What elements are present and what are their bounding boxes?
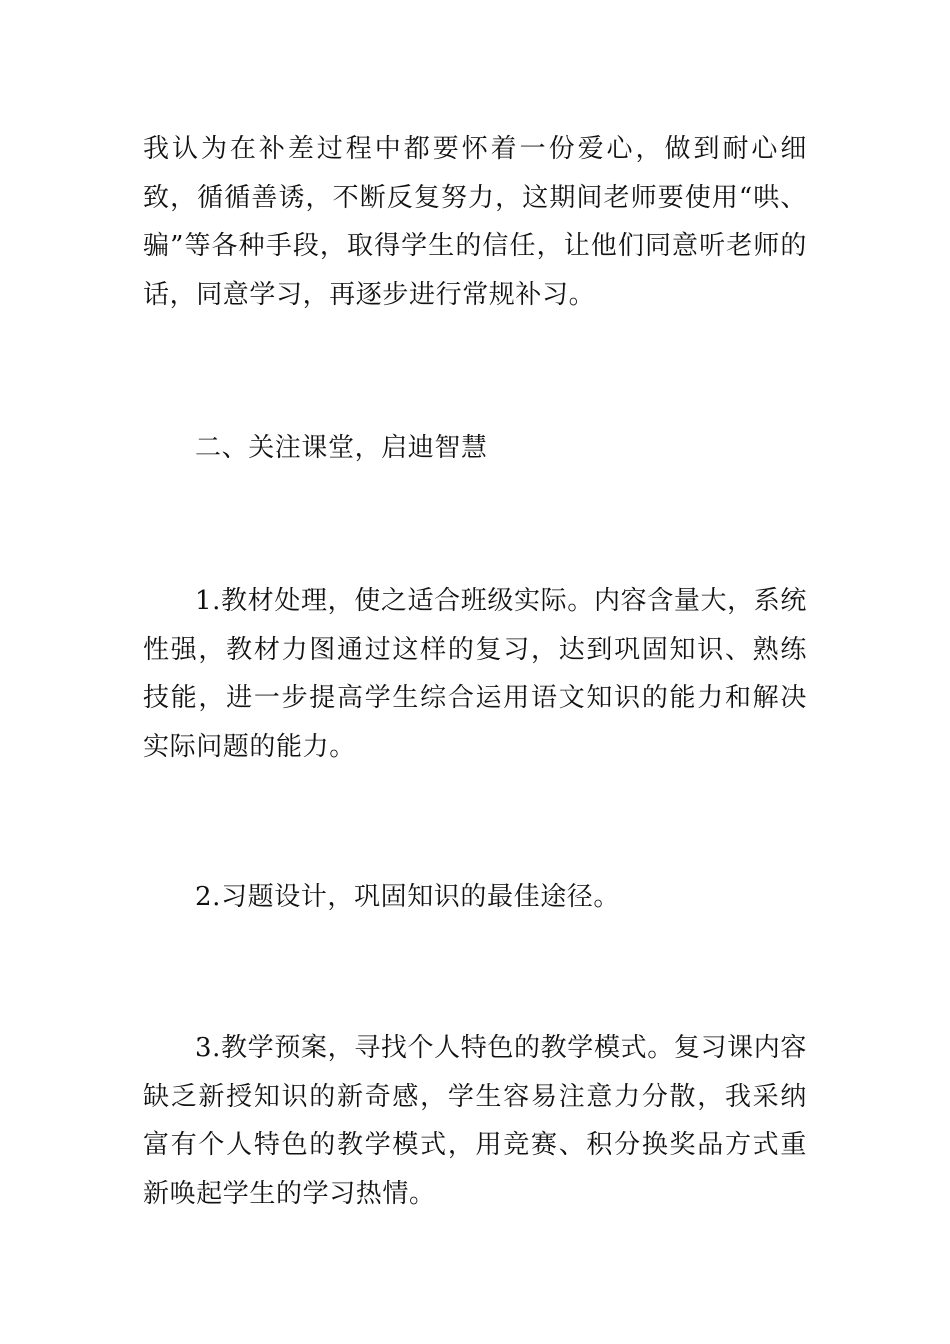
paragraph-exercise-design: 2.习题设计，巩固知识的最佳途径。 [195, 882, 621, 912]
section-heading-classroom: 二、关注课堂，启迪智慧 [195, 433, 488, 463]
paragraph-textbook-handling: 1.教材处理，使之适合班级实际。内容含量大，系统性强，教材力图通过这样的复习，达到巩固知识、熟练技能，进一步提高学生综合运用语文知识的能力和解决实际问题的能力。 [143, 586, 807, 762]
paragraph-teaching-plan: 3.教学预案，寻找个人特色的教学模式。复习课内容缺乏新授知识的新奇感，学生容易注意力分散，我采纳富有个人特色的教学模式，用竞赛、积分换奖品方式重新唤起学生的学习热情。 [143, 1033, 807, 1209]
paragraph-patience-and-care: 我认为在补差过程中都要怀着一份爱心，做到耐心细致，循循善诱，不断反复努力，这期间老师要使用“哄、骗”等各种手段，取得学生的信任，让他们同意听老师的话，同意学习，再逐步进行常规补习。 [143, 134, 807, 310]
